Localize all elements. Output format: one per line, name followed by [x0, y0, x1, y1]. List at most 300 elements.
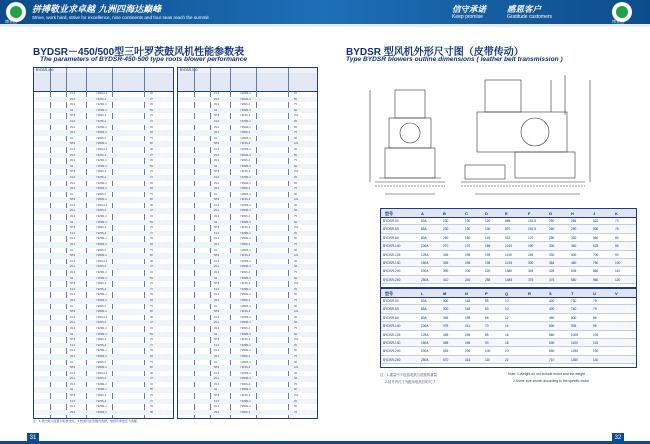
table-cell: 19.6 — [70, 92, 76, 95]
table-cell: 75 — [150, 360, 153, 364]
table-cell: 55 — [150, 108, 153, 112]
dimension-cell: 1380 — [505, 269, 513, 274]
table-cell: 29.4 — [70, 293, 76, 297]
table-cell: 55 — [150, 410, 153, 414]
dimension-table-a-body — [381, 217, 636, 284]
table-cell: 58.8 — [214, 170, 220, 174]
dimension-cell: 345 — [528, 269, 534, 274]
dimension-cell: 426 — [549, 269, 555, 274]
table-cell: 37 — [150, 321, 153, 325]
dimension-cell: 915 — [505, 235, 511, 240]
table-cell: Y225M-4 — [240, 399, 251, 403]
dimension-row — [381, 297, 636, 305]
table-row — [34, 410, 173, 416]
dimension-cell: 250A — [421, 357, 429, 362]
table-cell: 45 — [294, 343, 297, 347]
dimension-cell: 522 — [593, 219, 599, 223]
table-cell: Y280S-4 — [96, 304, 107, 308]
table-cell: 49 — [214, 164, 217, 168]
table-cell: 45 — [150, 405, 153, 409]
dimension-cell: 110 — [485, 357, 491, 362]
table-cell: Y280M-4 — [96, 142, 107, 146]
table-cell: 19.6 — [214, 287, 220, 291]
dimension-cell: 150A — [421, 340, 429, 345]
table-cell: 45 — [294, 92, 297, 95]
table-cell: 29.4 — [214, 377, 220, 381]
table-cell: Y225M-4 — [96, 326, 107, 330]
table-cell: 75 — [150, 394, 153, 398]
dimension-cell: 750 — [593, 260, 599, 265]
right-note-en-1: Note: 1.Weight do not include motor and the weight — [508, 372, 586, 376]
dimension-cell: BYDSR-50 — [383, 219, 399, 223]
table-cell: 49 — [214, 332, 217, 336]
table-cell: Y250M-4 — [96, 187, 107, 191]
table-cell: 30 — [150, 92, 153, 95]
dimension-cell: 245 — [465, 332, 471, 337]
dimension-cell: 163 — [465, 299, 471, 303]
table-cell: 49 — [70, 276, 73, 280]
table-cell: 75 — [294, 382, 297, 386]
col-header: N — [465, 291, 468, 296]
dimension-cell: 195 — [465, 260, 471, 265]
table-cell: 39.2 — [70, 326, 76, 330]
dimension-cell: 85 — [485, 332, 489, 337]
table-cell: Y250M-4 — [240, 237, 251, 241]
dimension-cell: 550 — [571, 277, 577, 282]
table-cell: 58.8 — [214, 394, 220, 398]
table-cell: Y280S-4 — [96, 282, 107, 286]
table-cell: Y225S-4 — [96, 399, 107, 403]
table-cell: Y280S-4 — [240, 243, 251, 247]
dimension-cell: 860 — [593, 269, 599, 274]
table-cell: 110 — [294, 394, 299, 398]
table-cell: Y225M-4 — [240, 231, 251, 235]
col-header: T — [571, 291, 574, 296]
dimension-cell: BYDSR-150 — [383, 260, 401, 265]
table-cell: 90 — [294, 304, 297, 308]
dimension-cell: 85 — [615, 244, 619, 249]
table-cell: 19.6 — [70, 315, 76, 319]
table-cell: 19.6 — [214, 92, 220, 95]
table-cell: 49 — [70, 388, 73, 392]
dimension-cell: 1350 — [571, 357, 579, 362]
dimension-cell: 505 — [571, 269, 577, 274]
dimension-cell: 100 — [485, 349, 491, 354]
dimension-cell: 73 — [615, 219, 619, 223]
table-cell: 90 — [150, 366, 153, 370]
col-header: E — [505, 211, 508, 216]
table-cell: 75 — [294, 326, 297, 330]
table-cell: 110 — [294, 170, 299, 174]
table-cell: 37 — [150, 97, 153, 101]
table-cell: 55 — [294, 377, 297, 381]
table-cell: 30 — [150, 259, 153, 263]
table-cell: Y250M-4 — [240, 153, 251, 157]
table-model-label: BYDSR-500 — [178, 68, 317, 73]
col-header: G — [549, 211, 553, 216]
table-cell: 19.6 — [70, 231, 76, 235]
dimension-cell: 115 — [593, 340, 599, 345]
table-cell: 19.6 — [70, 175, 76, 179]
table-cell: Y280S-4 — [96, 114, 107, 118]
col-header: 型号 — [385, 211, 393, 216]
dimension-cell: 150A — [421, 260, 429, 265]
table-cell: 58.8 — [70, 226, 76, 230]
table-cell: 39.2 — [70, 410, 76, 414]
table-cell: 39.2 — [214, 382, 220, 386]
dimension-cell: 730 — [571, 299, 577, 303]
dimension-cell: BYDSR-65 — [383, 307, 399, 312]
dimension-cell: 90 — [615, 252, 619, 257]
table-cell: 58.8 — [70, 366, 76, 370]
dimension-cell: 145 — [485, 235, 491, 240]
table-cell: 55 — [150, 220, 153, 224]
table-cell: 58.8 — [70, 394, 76, 398]
dimension-cell: 190 — [528, 244, 534, 249]
dimension-cell: 211 — [465, 324, 471, 329]
table-cell: Y280S-4 — [240, 215, 251, 219]
table-cell: 55 — [294, 321, 297, 325]
table-cell: 55 — [294, 405, 297, 409]
table-cell: Y315S-4 — [240, 338, 251, 342]
dimension-cell: 90 — [485, 340, 489, 345]
table-cell: Y280S-4 — [96, 136, 107, 140]
dimension-cell: 75 — [615, 227, 619, 232]
table-cell: Y250M-4 — [240, 209, 251, 213]
dimension-cell: 290 — [465, 349, 471, 354]
table-body — [178, 91, 317, 415]
table-cell: 19.6 — [214, 399, 220, 403]
table-cell: 19.6 — [214, 315, 220, 319]
table-cell: Y280S-4 — [96, 360, 107, 364]
table-cell: Y280S-4 — [240, 159, 251, 163]
table-cell: Y250M-4 — [240, 377, 251, 381]
table-cell: 58.8 — [70, 142, 76, 146]
dimension-row — [381, 314, 636, 322]
right-slogan1-en: Keep promise — [452, 14, 483, 20]
table-cell: Y280S-4 — [96, 338, 107, 342]
table-cell: Y225M-4 — [96, 293, 107, 297]
table-cell: 45 — [294, 119, 297, 123]
table-cell: Y225S-4 — [96, 321, 107, 325]
dimension-cell: 330 — [549, 252, 555, 257]
dimension-cell: 1250 — [571, 349, 579, 354]
dimension-cell: 530 — [593, 227, 599, 232]
table-cell: Y225M-4 — [96, 215, 107, 219]
dimension-cell: 10 — [505, 299, 509, 303]
table-cell: 39.2 — [70, 271, 76, 274]
dimension-cell: 170 — [528, 235, 534, 240]
table-cell: 90 — [294, 136, 297, 140]
dimension-cell: 245 — [465, 340, 471, 345]
dimension-cell: 96 — [593, 324, 597, 329]
table-cell: 90 — [294, 220, 297, 224]
dimension-row — [381, 259, 636, 267]
table-cell: 45 — [150, 103, 153, 107]
dimension-cell: 80A — [421, 315, 427, 320]
table-cell: 90 — [150, 198, 153, 202]
table-cell: Y225M-4 — [96, 405, 107, 409]
table-cell: 49 — [70, 108, 73, 112]
left-slogan-cn: 拼搏敬业求卓越 九洲四海达巅峰 — [32, 5, 162, 15]
table-cell: Y200L2-4 — [96, 92, 108, 95]
table-cell: 90 — [294, 248, 297, 252]
table-cell: 90 — [294, 164, 297, 168]
table-cell: Y200L2-4 — [96, 315, 108, 319]
dimension-cell: 475 — [549, 277, 555, 282]
table-cell: 29.4 — [214, 405, 220, 409]
table-cell: 49 — [214, 108, 217, 112]
table-cell: Y250M-4 — [96, 108, 107, 112]
table-cell: 58.8 — [70, 198, 76, 202]
table-cell: Y250M-4 — [96, 131, 107, 135]
table-cell: 49 — [214, 192, 217, 196]
dimension-cell: 400 — [571, 252, 577, 257]
left-header-band — [0, 24, 325, 27]
table-cell: 49 — [214, 360, 217, 364]
table-cell: 110 — [294, 226, 299, 230]
table-cell: 58.8 — [214, 198, 220, 202]
dimension-cell: 18 — [505, 340, 509, 345]
table-cell: 39.2 — [214, 354, 220, 358]
dimension-cell: 300 — [549, 244, 555, 249]
table-cell: 29.4 — [214, 265, 220, 269]
table-cell: 110 — [294, 142, 299, 146]
table-cell: Y250M-4 — [240, 349, 251, 353]
table-cell: Y280S-4 — [240, 382, 251, 386]
table-cell: Y225M-4 — [240, 119, 251, 123]
dimension-cell: 260 — [549, 227, 555, 232]
dimension-cell: 195 — [485, 260, 491, 265]
table-cell: Y225M-4 — [96, 349, 107, 353]
dimension-cell: 220 — [485, 269, 491, 274]
table-cell: 110 — [294, 198, 299, 202]
dimension-cell: 80 — [615, 235, 619, 240]
dimension-cell: 165 — [485, 244, 491, 249]
table-cell: Y280M-4 — [240, 136, 251, 140]
table-cell: Y225S-4 — [96, 343, 107, 347]
table-cell: 49 — [70, 332, 73, 336]
table-cell: 39.2 — [214, 298, 220, 302]
dimension-cell: 151.5 — [528, 219, 536, 223]
dimension-cell: 100 — [615, 260, 621, 265]
dimension-cell: 60 — [485, 307, 489, 312]
dimension-cell: 450 — [549, 315, 555, 320]
performance-table-500 — [177, 67, 318, 419]
dimension-cell: 125A — [421, 252, 429, 257]
col-header: C — [465, 211, 468, 216]
dimension-row — [381, 339, 636, 347]
col-header: Q — [505, 291, 509, 296]
table-cell: 29.4 — [214, 153, 220, 157]
right-slogan1-cn: 信守承诺 — [452, 5, 487, 15]
table-cell: 90 — [294, 276, 297, 280]
table-cell: Y250M-4 — [96, 410, 107, 414]
table-cell: 39.2 — [214, 326, 220, 330]
table-body — [34, 91, 173, 415]
dimension-cell: 16 — [505, 332, 509, 337]
table-cell: Y225M-4 — [96, 125, 107, 129]
table-cell: Y225M-4 — [240, 259, 251, 263]
dimension-cell: 161.5 — [528, 227, 536, 232]
table-row — [178, 410, 317, 416]
table-cell: Y225M-4 — [96, 159, 107, 163]
table-cell: Y225S-4 — [96, 209, 107, 213]
table-cell: Y315S-4 — [240, 310, 251, 314]
table-cell: Y225M-4 — [240, 343, 251, 347]
table-cell: 55 — [294, 265, 297, 269]
dimension-cell: 870 — [505, 227, 511, 232]
table-cell: 75 — [150, 114, 153, 118]
table-cell: 58.8 — [214, 254, 220, 258]
dimension-cell: 70 — [485, 324, 489, 329]
dimension-cell: 400 — [549, 299, 555, 303]
table-cell: 90 — [294, 192, 297, 196]
table-cell: Y200L2-4 — [96, 259, 108, 263]
dimension-cell: 800 — [571, 315, 577, 320]
table-cell: 58.8 — [70, 114, 76, 118]
col-header: H — [571, 211, 574, 216]
table-cell: 75 — [294, 298, 297, 302]
dimension-cell: 195 — [465, 252, 471, 257]
dimension-table-a — [380, 208, 637, 288]
table-cell: 29.4 — [70, 209, 76, 213]
dimension-cell: 50A — [421, 299, 427, 303]
table-cell: 19.6 — [70, 147, 76, 151]
table-cell: Y280M-4 — [240, 164, 251, 168]
table-cell: 45 — [150, 159, 153, 163]
table-cell: 75 — [150, 136, 153, 140]
dimension-cell: 455 — [443, 340, 449, 345]
dimension-cell: 200A — [421, 269, 429, 274]
table-cell: Y225S-4 — [96, 97, 107, 101]
table-cell: Y280S-4 — [96, 248, 107, 252]
dimension-cell: 960 — [593, 277, 599, 282]
dimension-cell: 360 — [571, 244, 577, 249]
dimension-cell: 330 — [571, 235, 577, 240]
table-cell: 110 — [294, 282, 299, 286]
table-cell: 55 — [150, 332, 153, 336]
table-cell: 49 — [214, 388, 217, 392]
table-cell: 58.8 — [214, 282, 220, 286]
dimension-cell: 710 — [549, 357, 555, 362]
table-cell: 45 — [150, 349, 153, 353]
table-cell: 90 — [150, 254, 153, 258]
col-header: K — [615, 211, 618, 216]
table-cell: 19.6 — [214, 203, 220, 207]
table-cell: 39.2 — [214, 103, 220, 107]
table-cell: Y280S-4 — [240, 187, 251, 191]
col-header: P — [485, 291, 488, 296]
dimension-cell: 300 — [443, 299, 449, 303]
dimension-cell: 110 — [615, 269, 621, 274]
table-cell: 29.4 — [70, 349, 76, 353]
dimension-cell: BYDSR-250 — [383, 357, 401, 362]
dimension-cell: 390 — [443, 269, 449, 274]
table-cell: 29.4 — [70, 405, 76, 409]
dimension-cell: 22 — [505, 357, 509, 362]
page-number-right: 32 — [612, 433, 624, 444]
dimension-cell: 250 — [443, 235, 449, 240]
dimension-cell: 1000 — [571, 332, 579, 337]
dimension-cell: 163 — [465, 307, 471, 312]
dimension-cell: 460 — [571, 260, 577, 265]
table-header-row — [34, 73, 173, 92]
dimension-cell: 455 — [443, 332, 449, 337]
dimension-cell: 255 — [485, 277, 491, 282]
table-cell: 55 — [150, 354, 153, 358]
table-cell: Y200L2-4 — [96, 371, 108, 375]
table-cell: Y225S-4 — [96, 287, 107, 291]
table-cell: 110 — [294, 310, 299, 314]
col-header: F — [528, 211, 531, 216]
table-cell: 75 — [294, 187, 297, 191]
table-cell: 39.2 — [70, 382, 76, 386]
table-cell: 30 — [150, 147, 153, 151]
table-cell: 55 — [294, 209, 297, 213]
dimension-cell: 400 — [549, 307, 555, 312]
table-cell: Y315S-4 — [240, 142, 251, 146]
table-cell: 19.6 — [214, 259, 220, 263]
table-cell: 19.6 — [70, 119, 76, 123]
dimension-cell: 230 — [443, 227, 449, 232]
table-cell: Y280M-4 — [240, 220, 251, 224]
dimension-cell: 195 — [485, 252, 491, 257]
table-cell: 45 — [150, 181, 153, 185]
table-cell: Y200L2-4 — [96, 147, 108, 151]
dimension-cell: 20 — [505, 349, 509, 354]
table-cell: 110 — [294, 254, 299, 258]
table-cell: Y315S-4 — [240, 282, 251, 286]
dimension-cell: 195 — [465, 315, 471, 320]
table-cell: 45 — [150, 125, 153, 129]
table-cell: Y250M-4 — [240, 405, 251, 409]
dimension-cell: 200A — [421, 349, 429, 354]
dimension-cell: 140 — [593, 357, 599, 362]
table-cell: 75 — [150, 170, 153, 174]
table-cell: 29.4 — [70, 237, 76, 241]
table-cell: Y315S-4 — [240, 114, 251, 118]
right-page-title: BYDSR 型风机外形尺寸图（皮带传动） — [346, 47, 524, 58]
table-cell: 45 — [150, 271, 153, 274]
table-cell: 58.8 — [214, 114, 220, 118]
table-cell: Y315S-4 — [240, 254, 251, 258]
table-cell: 37 — [150, 209, 153, 213]
table-cell: 19.6 — [214, 371, 220, 375]
table-cell: Y250M-4 — [96, 220, 107, 224]
table-cell: 19.6 — [214, 147, 220, 151]
dimension-cell: 600 — [549, 340, 555, 345]
dimension-row — [381, 331, 636, 339]
table-cell: 45 — [294, 147, 297, 151]
table-cell: 39.2 — [70, 187, 76, 191]
dimension-cell: 240 — [465, 277, 471, 282]
dimension-cell: 1215 — [505, 260, 513, 265]
left-logo-text: 博业达 — [5, 19, 17, 24]
left-slogan-en: Strive, work hard, strive for excellence, nine continents and four seas reach the summit — [32, 15, 209, 20]
dimension-cell: 410 — [443, 277, 449, 282]
table-cell: 49 — [214, 248, 217, 252]
dimension-row — [381, 356, 636, 364]
table-cell: 75 — [294, 215, 297, 219]
left-page-title: BYDSR－450/500型三叶罗茨鼓风机性能参数表 — [33, 47, 245, 58]
table-cell: Y225M-4 — [96, 382, 107, 386]
table-cell: Y315S-4 — [240, 394, 251, 398]
dimension-cell: 230 — [465, 269, 471, 274]
table-cell: 39.2 — [214, 187, 220, 191]
right-slogan2-en: Gratitude customers — [507, 14, 553, 20]
table-cell: 49 — [70, 164, 73, 168]
